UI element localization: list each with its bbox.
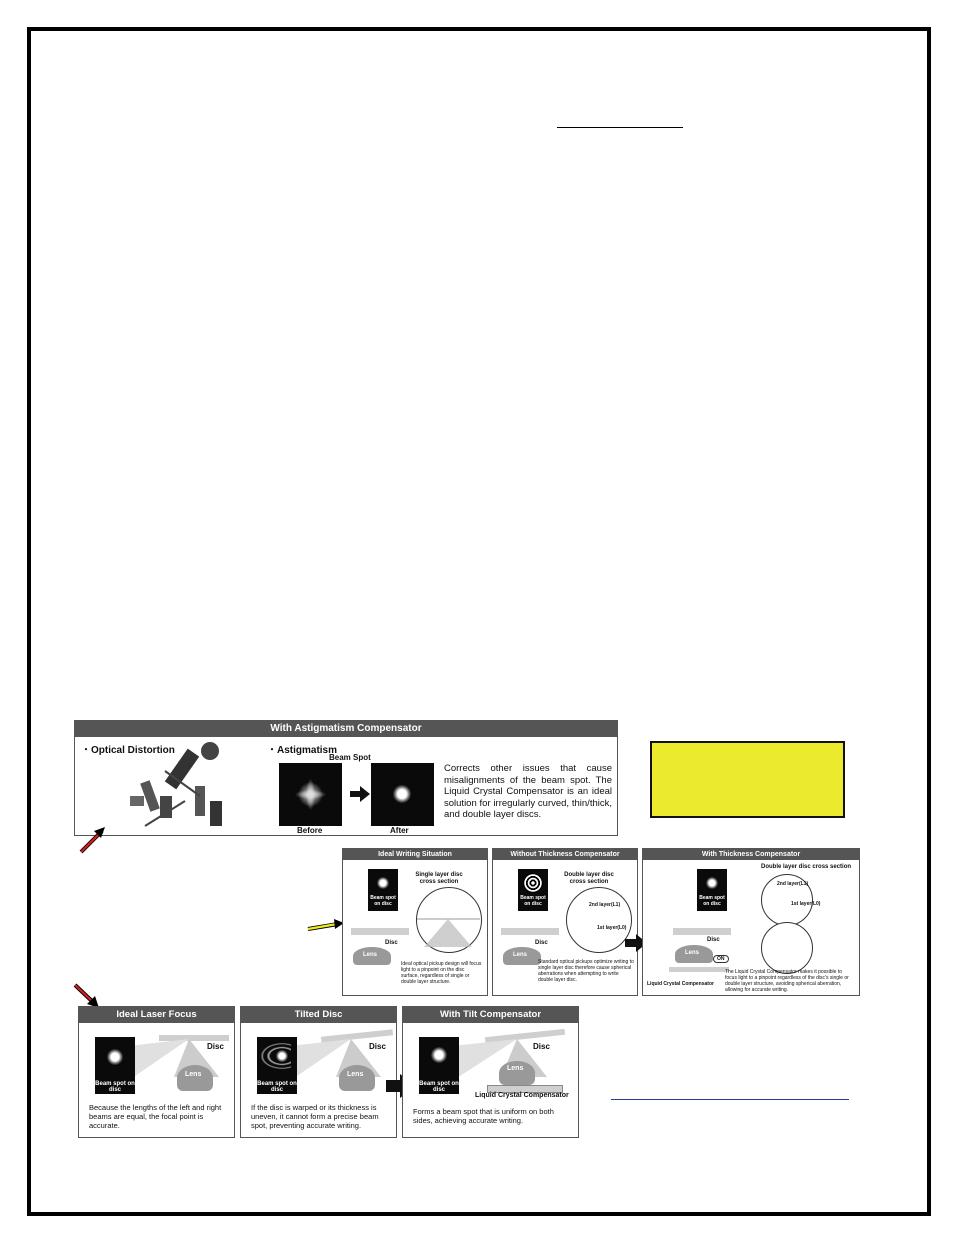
beam-spot-box bbox=[518, 869, 548, 911]
beam-spot-box bbox=[95, 1037, 135, 1094]
ideal-laser-panel bbox=[78, 1006, 235, 1138]
lens-label: Lens bbox=[513, 952, 528, 958]
optical-pickup-illustration bbox=[115, 741, 235, 831]
beam-spot-label: Beam spot on disc bbox=[370, 895, 396, 907]
ideal-writing-caption: Ideal optical pickup design will focus light to a pinpoint on the disc surface, regardless of single or double layer structure. bbox=[401, 961, 482, 985]
focused-spot bbox=[377, 877, 389, 889]
focus-cone bbox=[416, 887, 480, 951]
disc-label: Disc bbox=[385, 940, 398, 946]
tilted-disc-caption: If the disc is warped or its thickness is uneven, it cannot form a precise beam spot, preventing accurate writing. bbox=[251, 1103, 379, 1130]
pointer-arrow-yellow bbox=[306, 918, 346, 934]
before-label: Before bbox=[297, 826, 323, 835]
on-bubble: ON bbox=[713, 955, 729, 963]
ideal-writing-panel bbox=[342, 848, 488, 996]
layer1-label: 1st layer(L0) bbox=[597, 925, 627, 931]
link-underline bbox=[611, 1099, 849, 1100]
lens-body bbox=[339, 1065, 375, 1091]
disc-label: Disc bbox=[369, 1042, 386, 1051]
beam-spot-after bbox=[371, 763, 434, 826]
focus-cone bbox=[281, 1037, 391, 1097]
with-tilt-panel bbox=[402, 1006, 579, 1138]
magnified-disc-view bbox=[566, 887, 632, 953]
with-tilt-caption: Forms a beam spot that is uniform on both sides, achieving accurate writing. bbox=[413, 1107, 554, 1125]
disc-label: Disc bbox=[707, 937, 720, 943]
magnified-disc-view-bottom bbox=[761, 922, 813, 974]
title-underline bbox=[557, 127, 683, 128]
pointer-arrow-red-1 bbox=[78, 825, 108, 855]
layer2-label: 2nd layer(L1) bbox=[777, 881, 809, 887]
beam-spot-label: Beam spot on disc bbox=[95, 1081, 135, 1093]
cross-section-label: Single layer disc cross section bbox=[415, 872, 463, 885]
without-thickness-header: Without Thickness Compensator bbox=[493, 849, 637, 860]
beam-spot-box bbox=[257, 1037, 297, 1094]
astigmatism-header: With Astigmatism Compensator bbox=[75, 721, 617, 737]
without-thickness-panel bbox=[492, 848, 638, 996]
beam-spot-box bbox=[419, 1037, 459, 1094]
lens-label: Lens bbox=[363, 952, 378, 958]
astigmatism-description: Corrects other issues that cause misalignments of the beam spot. The Liquid Crystal Compensator is an ideal solution for irregularly curved, thin/thick, and double layer discs. bbox=[444, 763, 612, 820]
focused-spot bbox=[706, 877, 718, 889]
astigmatism-compensator-figure bbox=[74, 720, 618, 836]
disc-label: Disc bbox=[207, 1042, 224, 1051]
astigmatism-label: ・Astigmatism bbox=[267, 745, 338, 756]
with-thickness-panel bbox=[642, 848, 860, 996]
beam-spot-box bbox=[368, 869, 398, 911]
ideal-laser-header: Ideal Laser Focus bbox=[79, 1007, 234, 1023]
focused-spot bbox=[393, 785, 411, 803]
lens-label: Lens bbox=[685, 950, 700, 956]
lens-body bbox=[177, 1065, 213, 1091]
focused-spot bbox=[107, 1049, 123, 1065]
ideal-writing-header: Ideal Writing Situation bbox=[343, 849, 487, 860]
beam-spot-label: Beam spot on disc bbox=[419, 1081, 459, 1093]
disc-plate bbox=[501, 928, 559, 935]
focus-cone bbox=[119, 1037, 229, 1097]
beam-spot-before bbox=[279, 763, 342, 826]
lcc-label: Liquid Crystal Compensator bbox=[475, 1092, 569, 1099]
tilted-disc-header: Tilted Disc bbox=[241, 1007, 396, 1023]
layer1-label: 1st layer(L0) bbox=[791, 901, 821, 907]
disc-plate bbox=[673, 928, 731, 935]
right-arrow-icon bbox=[350, 786, 370, 802]
aberrated-spot bbox=[523, 873, 543, 893]
cross-section-label: Double layer disc cross section bbox=[564, 872, 614, 885]
beam-spot-label: Beam spot on disc bbox=[699, 895, 725, 907]
ideal-laser-caption: Because the lengths of the left and right beams are equal, the focal point is accurate. bbox=[89, 1103, 222, 1130]
focused-spot bbox=[431, 1047, 447, 1063]
with-thickness-caption: The Liquid Crystal Compensator makes it possible to focus light to a pinpoint regardless of the disc's single or double layer structure, avoiding spherical aberration, allowing for accurate writing. bbox=[725, 969, 849, 993]
comatic-spot bbox=[261, 1043, 291, 1069]
layer2-label: 2nd layer(L1) bbox=[589, 902, 621, 908]
after-label: After bbox=[390, 826, 409, 835]
with-thickness-header: With Thickness Compensator bbox=[643, 849, 859, 860]
disc-plate bbox=[351, 928, 409, 935]
disc-label: Disc bbox=[533, 1042, 550, 1051]
cross-section-label: Double layer disc cross section bbox=[761, 864, 852, 870]
lens-label: Lens bbox=[347, 1071, 364, 1078]
lens-label: Lens bbox=[185, 1071, 202, 1078]
beam-spot-label: Beam Spot bbox=[329, 753, 371, 762]
astigmatic-spot bbox=[291, 775, 330, 814]
lcc-label: Liquid Crystal Compensator bbox=[647, 981, 714, 987]
without-thickness-caption: Standard optical pickups optimize writing to single layer disc therefore cause spherical aberrations when attempting to write double layer disc. bbox=[538, 959, 634, 983]
beam-spot-box bbox=[697, 869, 727, 911]
lens-label: Lens bbox=[507, 1065, 524, 1072]
disc-label: Disc bbox=[535, 940, 548, 946]
optical-distortion-label: ・Optical Distortion bbox=[81, 745, 175, 756]
beam-spot-label: Beam spot on disc bbox=[257, 1081, 297, 1093]
beam-spot-label: Beam spot on disc bbox=[520, 895, 546, 907]
with-tilt-header: With Tilt Compensator bbox=[403, 1007, 578, 1023]
highlight-callout-box bbox=[650, 741, 845, 818]
tilted-disc-panel bbox=[240, 1006, 397, 1138]
lcc-plate bbox=[669, 967, 729, 972]
